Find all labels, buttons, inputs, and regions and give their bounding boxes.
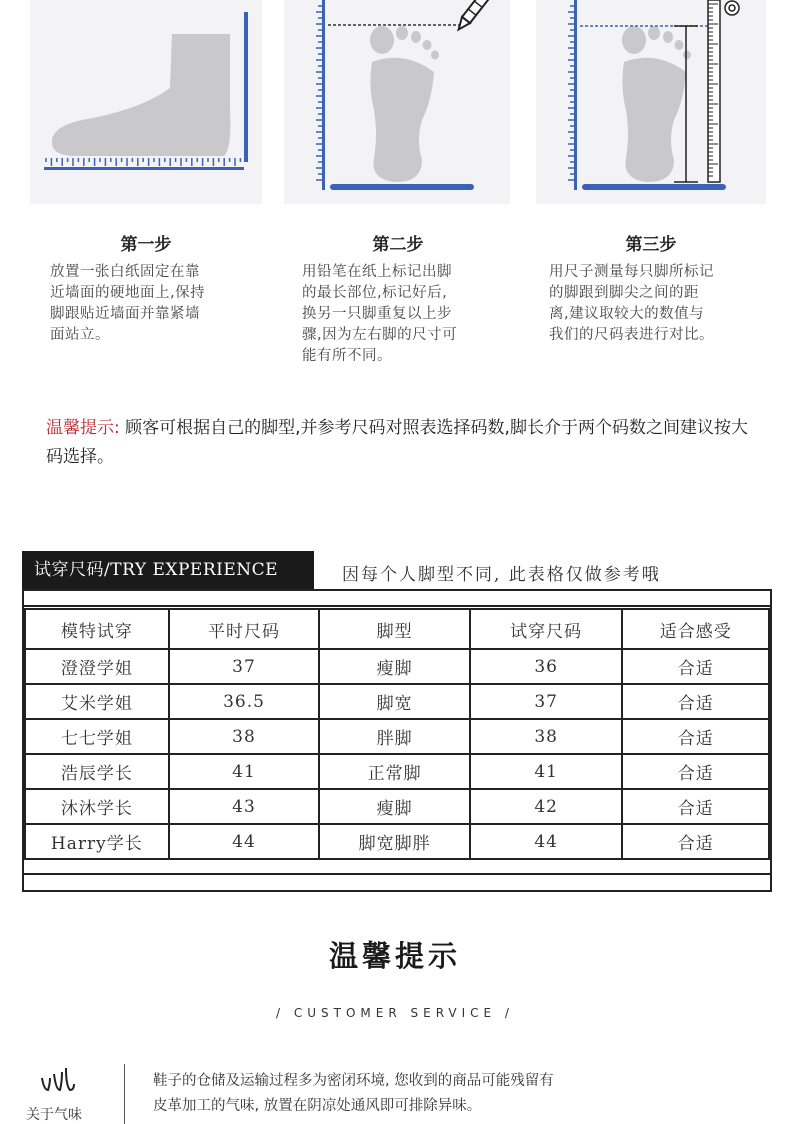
cell-foot-type: 瘦脚 bbox=[319, 649, 470, 684]
table-row bbox=[25, 824, 769, 859]
cell-fit: 合适 bbox=[622, 754, 769, 789]
cell-model: 浩辰学长 bbox=[25, 754, 169, 789]
odor-label: 关于气味 bbox=[26, 1107, 82, 1123]
foot-measure-icon bbox=[536, 0, 766, 204]
cell-foot-type: 脚宽脚胖 bbox=[319, 824, 470, 859]
foot-side-icon bbox=[30, 0, 262, 204]
warm-tip-title: 温馨提示 bbox=[328, 939, 461, 973]
cell-model: Harry学长 bbox=[25, 824, 169, 859]
cell-fit: 合适 bbox=[622, 649, 769, 684]
cell-usual-size: 43 bbox=[169, 789, 320, 824]
cell-foot-type: 脚宽 bbox=[319, 684, 470, 719]
try-experience-header: 试穿尺码/TRY EXPERIENCE bbox=[22, 551, 314, 589]
cell-usual-size: 36.5 bbox=[169, 684, 320, 719]
foot-mark-icon bbox=[284, 0, 510, 204]
cell-fit: 合适 bbox=[622, 789, 769, 824]
step1-title: 第一步 bbox=[120, 235, 172, 255]
cell-fit: 合适 bbox=[622, 824, 769, 859]
cell-foot-type: 正常脚 bbox=[319, 754, 470, 789]
cell-try-size: 37 bbox=[470, 684, 623, 719]
col-model: 模特试穿 bbox=[25, 609, 169, 649]
cell-try-size: 42 bbox=[470, 789, 623, 824]
cell-try-size: 36 bbox=[470, 649, 623, 684]
cell-model: 沐沐学长 bbox=[25, 789, 169, 824]
cell-usual-size: 38 bbox=[169, 719, 320, 754]
col-usual-size: 平时尺码 bbox=[169, 609, 320, 649]
tip-text: 顾客可根据自己的脚型,并参考尺码对照表选择码数,脚长介于两个码数之间建议按大码选择。 bbox=[46, 418, 748, 467]
step1-illustration bbox=[30, 0, 262, 204]
step1-description: 放置一张白纸固定在靠 近墙面的硬地面上,保持 脚跟贴近墙面并靠紧墙 面站立。 bbox=[50, 264, 206, 343]
step3-illustration bbox=[536, 0, 766, 204]
col-try-size: 试穿尺码 bbox=[470, 609, 623, 649]
table-row bbox=[25, 789, 769, 824]
divider bbox=[124, 1064, 125, 1124]
table-row bbox=[25, 684, 769, 719]
size-tip bbox=[46, 414, 758, 472]
cell-usual-size: 37 bbox=[169, 649, 320, 684]
tip-label: 温馨提示: bbox=[46, 418, 120, 438]
cell-usual-size: 41 bbox=[169, 754, 320, 789]
col-fit: 适合感受 bbox=[622, 609, 769, 649]
cell-try-size: 44 bbox=[470, 824, 623, 859]
table-row bbox=[25, 649, 769, 684]
cell-model: 艾米学姐 bbox=[25, 684, 169, 719]
table-note: 因每个人脚型不同, 此表格仅做参考哦 bbox=[342, 565, 661, 585]
cell-fit: 合适 bbox=[622, 684, 769, 719]
cell-foot-type: 瘦脚 bbox=[319, 789, 470, 824]
pencil-icon bbox=[455, 0, 497, 33]
step2-title: 第二步 bbox=[372, 235, 424, 255]
step3-description: 用尺子测量每只脚所标记 的脚跟到脚尖之间的距 离,建议取较大的数值与 我们的尺码表进行对比。 bbox=[549, 264, 714, 343]
table-header-row bbox=[25, 609, 769, 649]
cell-fit: 合适 bbox=[622, 719, 769, 754]
cell-foot-type: 胖脚 bbox=[319, 719, 470, 754]
step2-description: 用铅笔在纸上标记出脚 的最长部位,标记好后, 换另一只脚重复以上步 骤,因为左右脚的尺寸可 能有所不同。 bbox=[302, 264, 458, 364]
step3-title: 第三步 bbox=[625, 235, 677, 255]
col-foot-type: 脚型 bbox=[319, 609, 470, 649]
try-size-table bbox=[24, 608, 770, 860]
cell-usual-size: 44 bbox=[169, 824, 320, 859]
step2-illustration bbox=[284, 0, 510, 204]
table-row bbox=[25, 754, 769, 789]
customer-service-subtitle: / CUSTOMER SERVICE / bbox=[276, 1006, 514, 1020]
cell-model: 七七学姐 bbox=[25, 719, 169, 754]
table-row bbox=[25, 719, 769, 754]
cell-try-size: 38 bbox=[470, 719, 623, 754]
odor-description: 鞋子的仓储及运输过程多为密闭环境, 您收到的商品可能残留有 皮革加工的气味, 放置在阴凉处通风即可排除异味。 bbox=[153, 1073, 554, 1114]
odor-icon bbox=[38, 1064, 78, 1094]
cell-try-size: 41 bbox=[470, 754, 623, 789]
cell-model: 澄澄学姐 bbox=[25, 649, 169, 684]
